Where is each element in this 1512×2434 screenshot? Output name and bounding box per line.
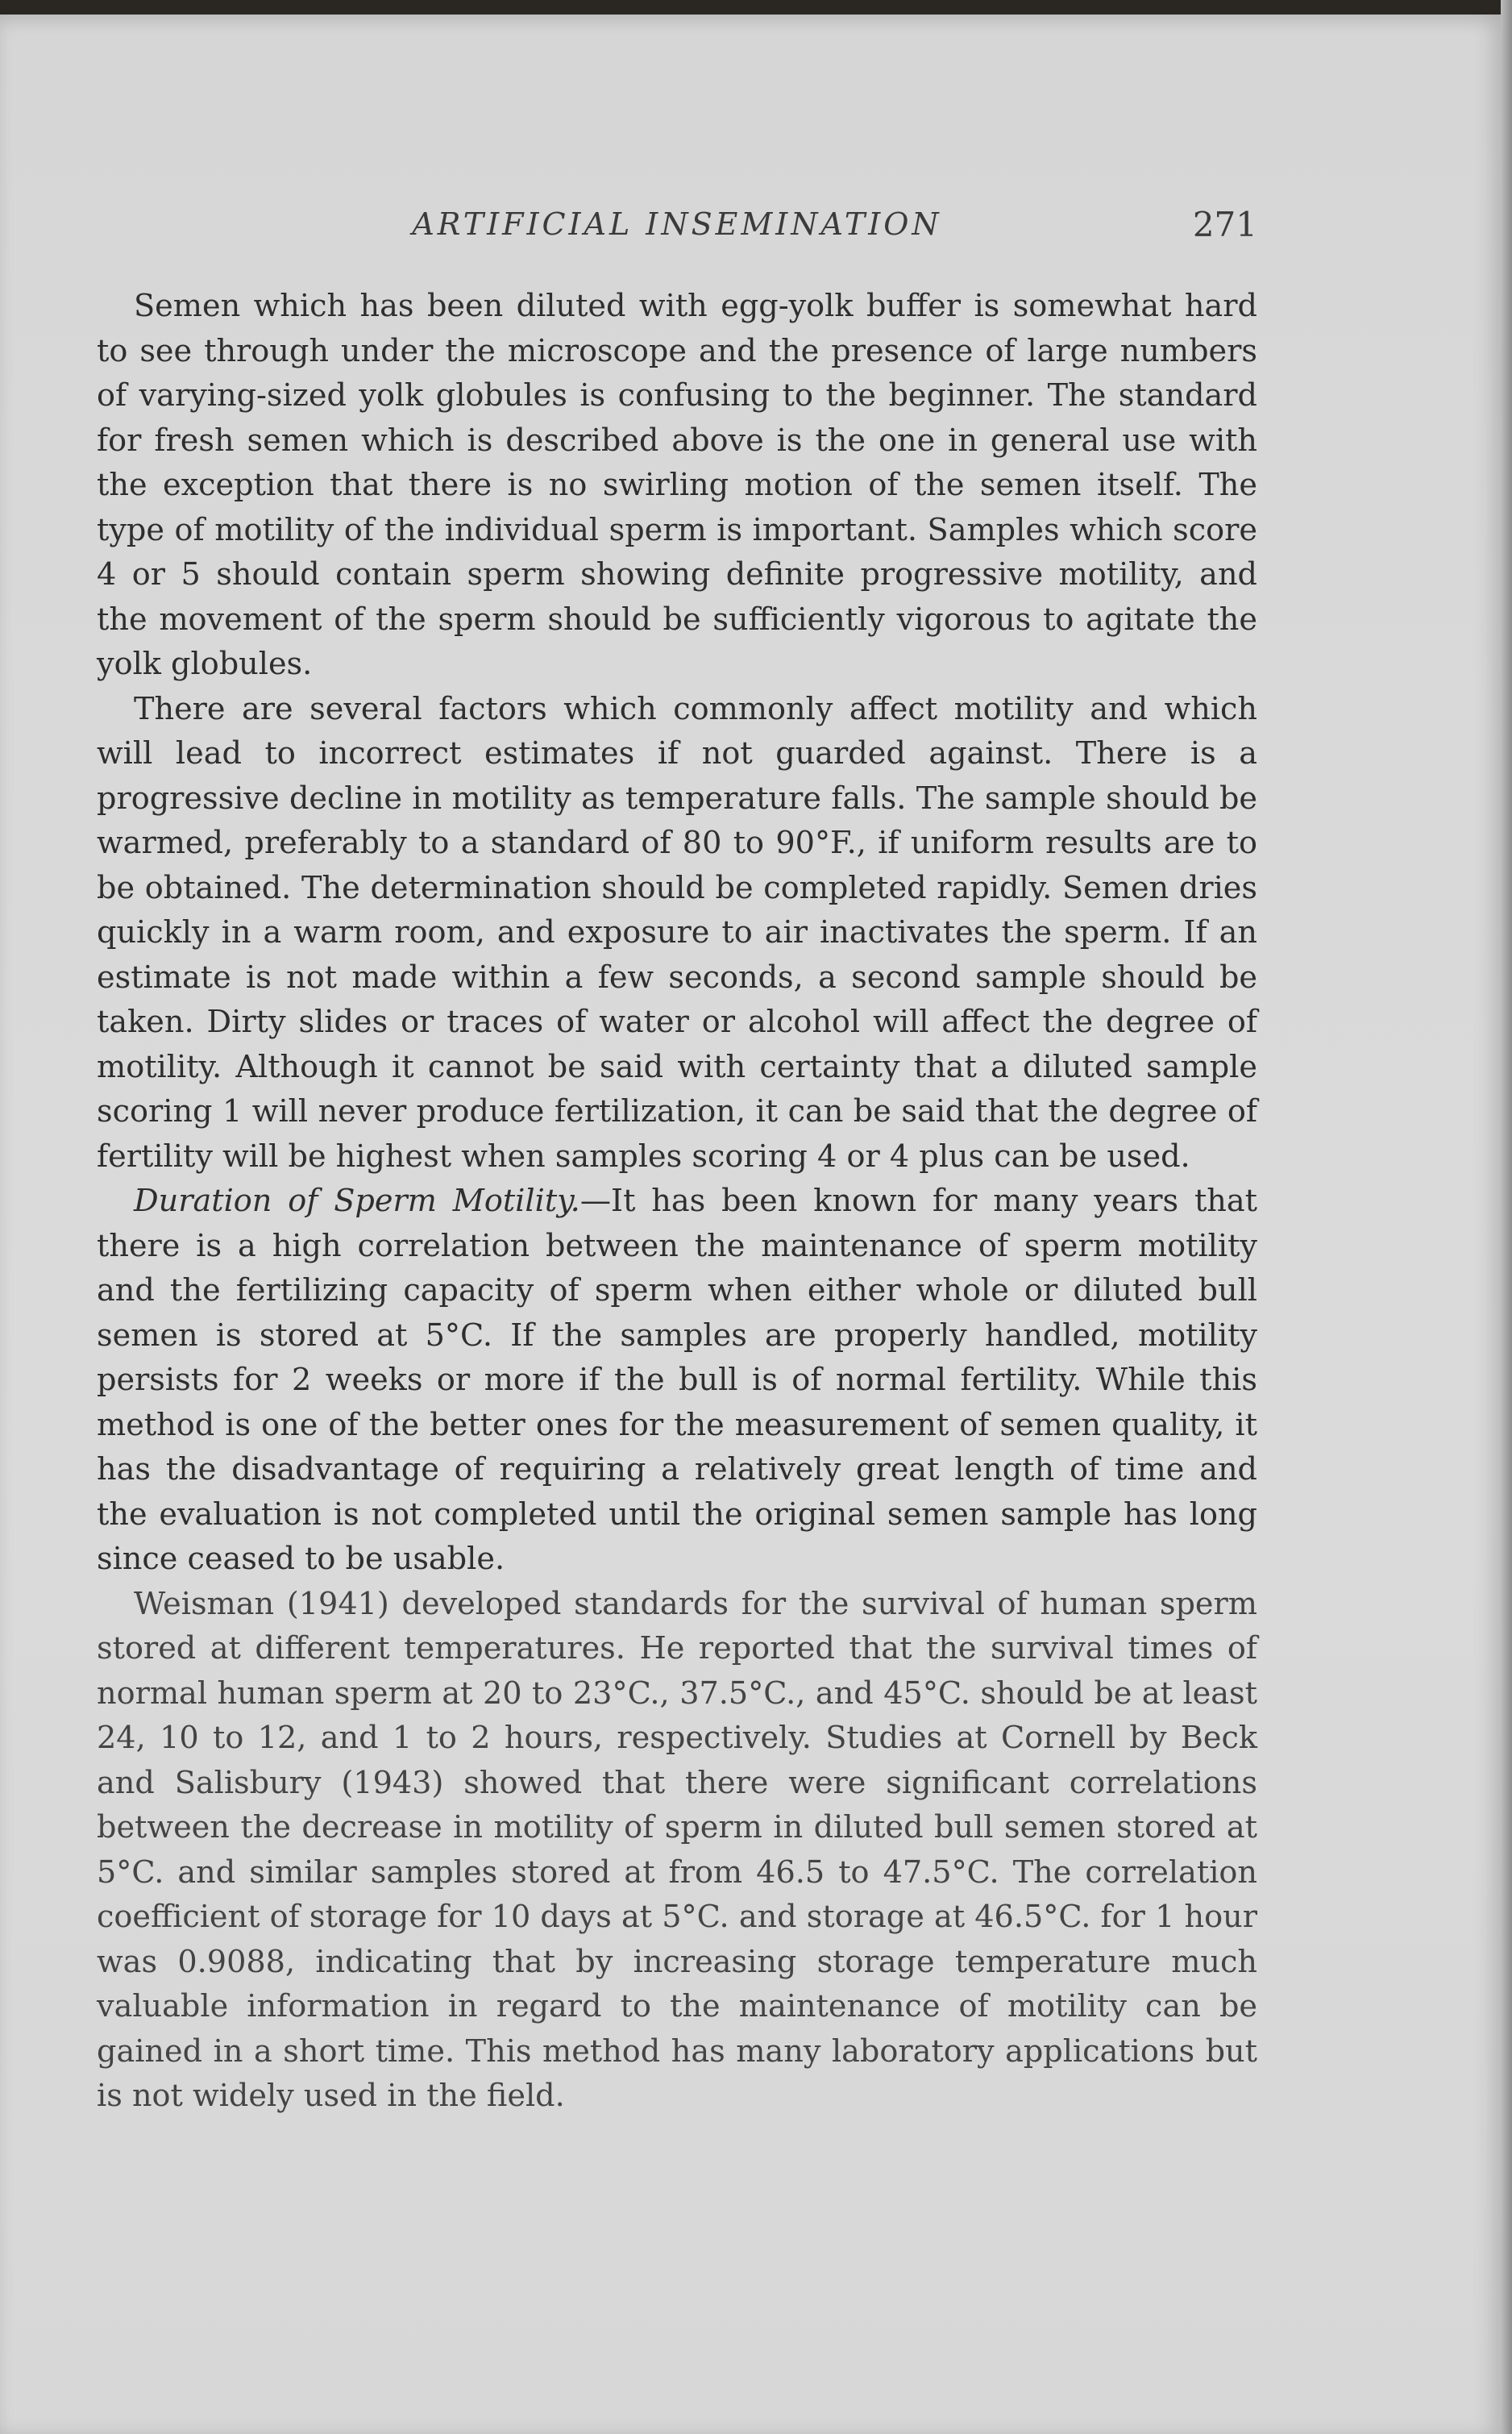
paragraph — [97, 1180, 1257, 1583]
page-edge — [1501, 0, 1512, 2434]
paragraph-text: —It has been known for many years that there is a high correlation between the maintenance of sperm motility and the fertilizing capacity of sperm when either whole or diluted bull semen is stored at 5°C. If the samples are properly handled, motility persists for 2 weeks or more if the bull is of normal fertility. While this method is one of the better ones for the measurement of semen quality, it has the disadvantage of requiring a relatively great length of time and the evaluation is not completed until the original semen sample has long since ceased to be usable. — [97, 1184, 1257, 1577]
book-page — [0, 15, 1501, 2434]
paragraph: Semen which has been diluted with egg-yolk buffer is somewhat hard to see through under the microscope and the presence of large numbers of varying-sized yolk globules is confusing to the beginner. The standard for fresh semen which is described above is the one in general use with the exception that there is no swirling motion of the semen itself. The type of motility of the individual sperm is important. Samples which score 4 or 5 should contain sperm showing definite progressive motility, and the movement of the sperm should be sufficiently vigorous to agitate the yolk globules. — [97, 289, 1257, 682]
paragraph: Weisman (1941) developed standards for the survival of human sperm stored at different temperatures. He reported that the survival times of normal human sperm at 20 to 23°C., 37.5°C., and 45°C. should be at least 24, 10 to 12, and 1 to 2 hours, respectively. Studies at Cornell by Beck and Salisbury (1943) showed that there were significant correlations between the decrease in motility of sperm in diluted bull semen stored at 5°C. and similar samples stored at from 46.5 to 47.5°C. The correlation coefficient of storage for 10 days at 5°C. and storage at 46.5°C. for 1 hour was 0.9088, indicating that by increasing storage temperature much valuable information in regard to the maintenance of motility can be gained in a short time. This method has many laboratory applications but is not widely used in the field. — [97, 1586, 1257, 2114]
running-head: ARTIFICIAL INSEMINATION — [412, 206, 942, 242]
body-text — [97, 285, 1257, 2120]
page-header — [97, 206, 1257, 255]
page-number: 271 — [1192, 205, 1257, 244]
paragraph: There are several factors which commonly affect motility and which will lead to incorrect estimates if not guarded against. There is a progressive decline in motility as temperature falls. The sample should be warmed, preferably to a standard of 80 to 90°F., if uniform results are to be obtained. The determination should be completed rapidly. Semen dries quickly in a warm room, and exposure to air inactivates the sperm. If an estimate is not made within a few seconds, a second sample should be taken. Dirty slides or traces of water or alcohol will affect the degree of motility. Although it cannot be said with certainty that a diluted sample scoring 1 will never produce fertilization, it can be said that the degree of fertility will be highest when samples scoring 4 or 4 plus can be used. — [97, 691, 1257, 1175]
section-lead-in: Duration of Sperm Motility. — [134, 1184, 580, 1219]
